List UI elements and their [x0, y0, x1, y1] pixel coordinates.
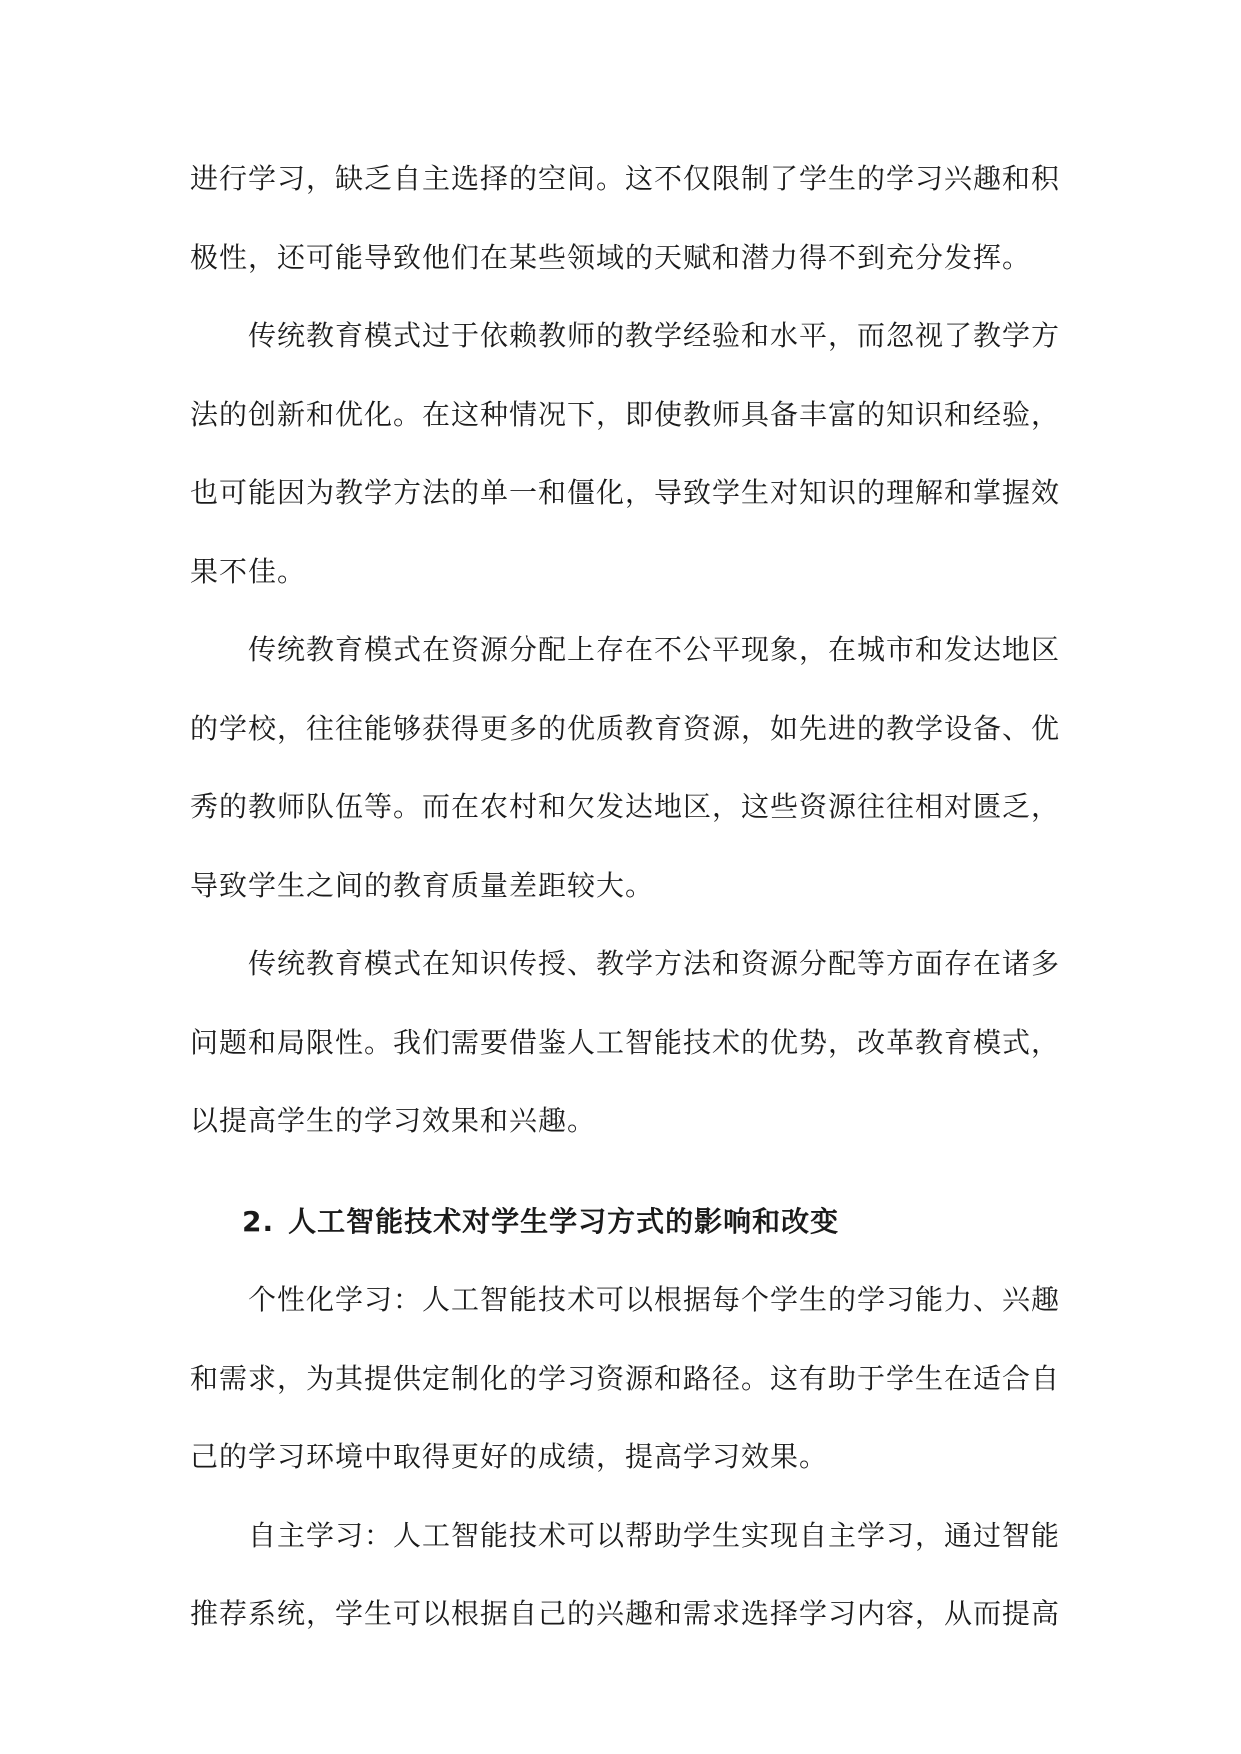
- paragraph-line: 进行学习，缺乏自主选择的空间。这不仅限制了学生的学习兴趣和积: [190, 162, 1061, 195]
- paragraph-line: 的学校，往往能够获得更多的优质教育资源，如先进的教学设备、优: [190, 711, 1061, 745]
- paragraph-line: 秀的教师队伍等。而在农村和欠发达地区，这些资源往往相对匮乏，: [190, 790, 1061, 823]
- paragraph-line: 和需求，为其提供定制化的学习资源和路径。这有助于学生在适合自: [190, 1361, 1061, 1395]
- section-spacer: [190, 1161, 1050, 1183]
- paragraph-line: 导致学生之间的教育质量差距较大。: [190, 868, 655, 902]
- document-body: [190, 140, 1061, 1654]
- paragraph-line: 极性，还可能导致他们在某些领域的天赋和潜力得不到充分发挥。: [190, 240, 1032, 274]
- paragraph-line: 法的创新和优化。在这种情况下，即使教师具备丰富的知识和经验，: [190, 397, 1061, 431]
- paragraph-4: [190, 925, 1061, 1161]
- paragraph-line: 个性化学习：人工智能技术可以根据每个学生的学习能力、兴趣: [248, 1283, 1061, 1316]
- paragraph-1: [190, 140, 1061, 297]
- paragraph-line: 问题和局限性。我们需要借鉴人工智能技术的优势，改革教育模式，: [190, 1025, 1061, 1059]
- paragraph-5: [190, 1261, 1061, 1497]
- paragraph-line: 果不佳。: [190, 554, 307, 588]
- paragraph-line: 自主学习：人工智能技术可以帮助学生实现自主学习，通过智能: [248, 1518, 1061, 1552]
- paragraph-6: [190, 1497, 1061, 1654]
- paragraph-line: 传统教育模式在资源分配上存在不公平现象，在城市和发达地区: [248, 633, 1061, 666]
- paragraph-3: [190, 611, 1061, 925]
- paragraph-line: 以提高学生的学习效果和兴趣。: [190, 1104, 597, 1137]
- paragraph-line: 推荐系统，学生可以根据自己的兴趣和需求选择学习内容，从而提高: [190, 1597, 1061, 1630]
- paragraph-line: 己的学习环境中取得更好的成绩，提高学习效果。: [190, 1440, 829, 1473]
- section-number: 2.: [242, 1204, 275, 1238]
- section-title: 人工智能技术对学生学习方式的影响和改变: [288, 1204, 840, 1238]
- paragraph-line: 也可能因为教学方法的单一和僵化，导致学生对知识的理解和掌握效: [190, 476, 1061, 509]
- paragraph-line: 传统教育模式过于依赖教师的教学经验和水平，而忽视了教学方: [248, 319, 1061, 352]
- section-heading: [190, 1183, 1050, 1262]
- paragraph-2: [190, 297, 1061, 611]
- paragraph-line: 传统教育模式在知识传授、教学方法和资源分配等方面存在诸多: [248, 947, 1061, 980]
